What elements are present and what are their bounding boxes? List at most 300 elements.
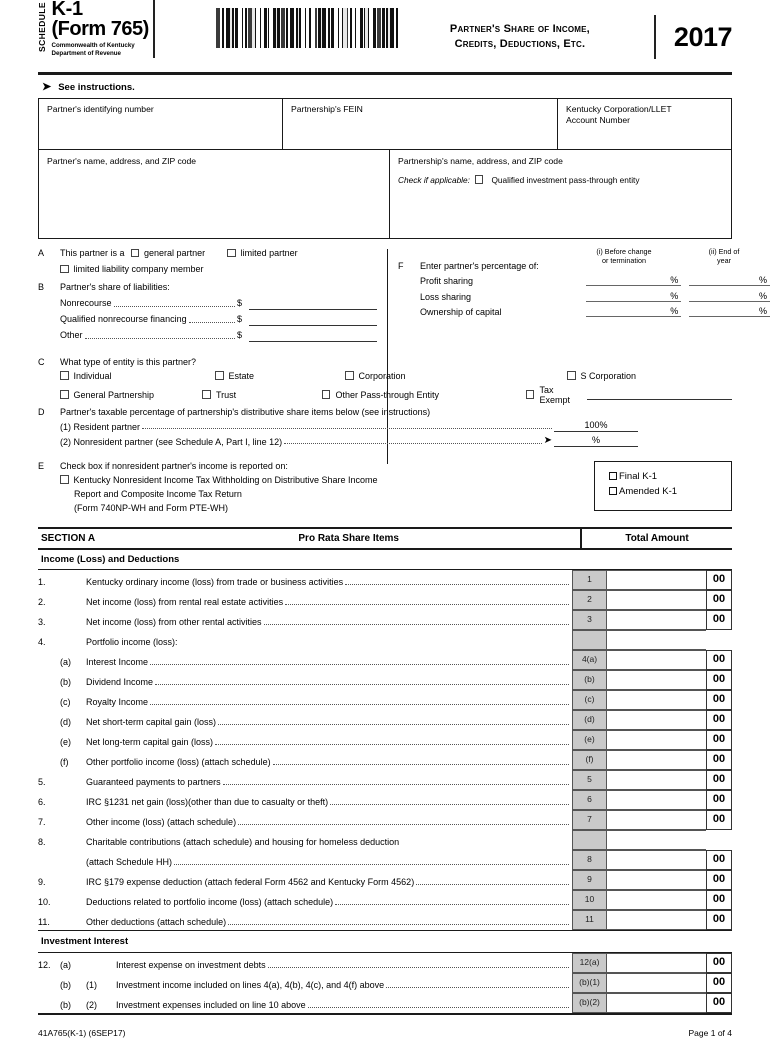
liability-row-nonrecourse	[60, 297, 377, 310]
dot-leader	[155, 677, 569, 685]
income-line-number: 6.	[38, 796, 46, 807]
partnership-fein-field[interactable]	[282, 99, 557, 149]
investment-amount-input[interactable]	[606, 953, 706, 973]
tax-exempt-input[interactable]	[587, 389, 732, 400]
partner-id-field[interactable]	[39, 99, 282, 149]
entity-option-tax-exempt[interactable]	[526, 385, 732, 405]
investment-box-number: 12(a)	[572, 953, 606, 973]
trust-label: Trust	[215, 389, 237, 400]
income-cents: 00	[706, 650, 732, 670]
table-row	[38, 730, 732, 750]
dot-leader	[285, 597, 569, 605]
table-row	[38, 790, 732, 810]
table-row	[38, 993, 732, 1013]
liability-label-2: Other	[60, 329, 83, 340]
income-amount-input[interactable]	[606, 650, 706, 670]
dot-leader	[284, 435, 541, 444]
header-form-identity	[38, 0, 180, 58]
amended-k1-row[interactable]	[609, 486, 731, 497]
see-instructions-label: See instructions.	[58, 81, 135, 93]
partner-info-block	[38, 239, 767, 527]
dot-leader	[174, 857, 569, 865]
investment-line-text: Investment income included on lines 4(a), 4(b), 4(c), and 4(f) above	[116, 979, 385, 990]
dollar-sign: $	[237, 297, 243, 308]
amount-entry-group	[572, 690, 732, 710]
form-title-line-1: Partner's Share of Income,	[449, 23, 590, 35]
dot-leader	[268, 960, 569, 968]
item-f-prompt: Enter partner's percentage of:	[420, 260, 539, 271]
check-if-applicable-label: Check if applicable:	[398, 174, 470, 185]
investment-sub-letter: (b)	[60, 979, 71, 990]
dollar-sign: $	[237, 313, 243, 324]
income-amount-input[interactable]	[606, 790, 706, 810]
income-line-text: Kentucky ordinary income (loss) from trade or business activities	[86, 576, 344, 587]
partnership-name-field[interactable]	[389, 150, 731, 238]
income-cents: 00	[706, 910, 732, 930]
form-title-block	[47, 0, 149, 58]
item-e-prompt: Check box if nonresident partner's income is reported on:	[60, 460, 288, 471]
ky-account-label-line-2: Account Number	[566, 114, 631, 125]
other-pass-through-label: Other Pass-through Entity	[335, 389, 439, 400]
income-amount-input[interactable]	[606, 730, 706, 750]
investment-cents: 00	[706, 993, 732, 1013]
income-amount-input[interactable]	[606, 810, 706, 830]
liability-input-qualified[interactable]	[249, 314, 377, 326]
income-cents: 00	[706, 810, 732, 830]
investment-box-number: (b)(2)	[572, 993, 606, 1013]
income-box-number: 11	[572, 910, 606, 930]
income-cents: 00	[706, 890, 732, 910]
income-amount-input[interactable]	[606, 830, 706, 850]
income-box-number	[572, 830, 606, 850]
schedule-label: SCHEDULE	[37, 2, 47, 52]
item-f-col2-line2: year	[717, 255, 731, 265]
liability-row-qualified	[60, 313, 377, 326]
investment-cents: 00	[706, 953, 732, 973]
amount-entry-group	[572, 730, 732, 750]
entity-option-other-pass-through[interactable]	[322, 385, 526, 405]
income-line-text: Other portfolio income (loss) (attach schedule)	[86, 756, 271, 767]
income-sub-letter	[60, 927, 86, 930]
table-row	[38, 770, 732, 790]
corporation-checkbox[interactable]	[345, 371, 354, 380]
investment-cents: 00	[706, 973, 732, 993]
loss-share-before[interactable]: %	[586, 291, 681, 302]
general-partner-checkbox[interactable]	[131, 249, 140, 258]
nonresident-partner-label: (2) Nonresident partner (see Schedule A, Part I, line 12)	[60, 436, 283, 447]
income-box-number: 7	[572, 810, 606, 830]
table-row	[38, 953, 732, 973]
investment-line-text: Investment expenses included on line 10 above	[116, 999, 306, 1010]
dot-leader	[142, 420, 552, 429]
dot-leader	[85, 330, 235, 339]
partnership-fein-label: Partnership's FEIN	[291, 103, 363, 114]
income-line-text: Other income (loss) (attach schedule)	[86, 816, 237, 827]
amount-entry-group	[572, 610, 732, 630]
income-amount-input[interactable]	[606, 590, 706, 610]
llc-member-checkbox[interactable]	[60, 265, 69, 274]
dot-leader	[189, 314, 235, 323]
item-c	[38, 357, 732, 405]
income-cents: 00	[706, 690, 732, 710]
table-row	[38, 910, 732, 930]
amount-entry-group	[572, 650, 732, 670]
percentage-label-2: Ownership of capital	[420, 307, 502, 317]
income-amount-input[interactable]	[606, 770, 706, 790]
item-d	[38, 407, 638, 447]
income-line-text: Other deductions (attach schedule)	[86, 916, 227, 927]
amount-entry-group	[572, 710, 732, 730]
amount-entry-group	[572, 790, 732, 810]
item-e-letter: E	[38, 460, 45, 471]
dot-leader	[114, 298, 235, 307]
income-box-number: 3	[572, 610, 606, 630]
income-box-number: 6	[572, 790, 606, 810]
table-row	[38, 890, 732, 910]
item-b	[38, 281, 377, 342]
table-row	[38, 750, 732, 770]
dot-leader	[215, 737, 569, 745]
resident-partner-value[interactable]: 100%	[554, 420, 638, 432]
income-sub-letter: (a)	[60, 656, 71, 667]
tax-exempt-checkbox[interactable]	[526, 390, 535, 399]
income-lines-table	[38, 570, 732, 930]
income-sub-letter: (c)	[60, 696, 71, 707]
item-b-prompt: Partner's share of liabilities:	[60, 281, 170, 292]
income-box-number: (b)	[572, 670, 606, 690]
income-loss-heading: Income (Loss) and Deductions	[38, 550, 732, 570]
amount-entry-group	[572, 870, 732, 890]
tax-exempt-label: Tax Exempt	[539, 384, 570, 405]
income-cents: 00	[706, 870, 732, 890]
income-amount-input[interactable]	[606, 690, 706, 710]
header-title-area	[400, 0, 732, 68]
income-line-text: Guaranteed payments to partners	[86, 776, 221, 787]
investment-line-number	[38, 1010, 60, 1013]
item-f-col1-header	[570, 247, 678, 265]
section-a-label: SECTION A	[41, 532, 96, 544]
table-row	[38, 850, 732, 870]
item-e-line-1: Kentucky Nonresident Income Tax Withholding on Distributive Share Income	[73, 474, 378, 485]
amount-entry-group	[572, 670, 732, 690]
income-sub-letter: (e)	[60, 736, 71, 747]
income-cents: 00	[706, 730, 732, 750]
percentage-label-0: Profit sharing	[420, 276, 474, 286]
item-f-col2-line1: (ii) End of	[708, 246, 740, 256]
liability-row-other	[60, 329, 377, 342]
income-line-number: 11.	[38, 916, 50, 927]
table-row	[38, 610, 732, 630]
income-box-number: 5	[572, 770, 606, 790]
agency-line-1: Commonwealth of Kentucky	[51, 42, 135, 49]
table-row	[38, 973, 732, 993]
income-cents: 00	[706, 670, 732, 690]
capital-share-before[interactable]: %	[586, 306, 681, 317]
page-number: Page 1 of 4	[688, 1027, 732, 1038]
item-c-prompt: What type of entity is this partner?	[60, 356, 197, 367]
table-row	[38, 630, 732, 650]
profit-share-end[interactable]: %	[689, 275, 770, 286]
entity-option-trust[interactable]	[202, 385, 321, 405]
entity-type-row-2	[38, 385, 732, 405]
entity-option-estate[interactable]	[215, 371, 345, 381]
investment-amount-input[interactable]	[606, 973, 706, 993]
income-line-number: 4.	[38, 636, 46, 647]
income-box-number: 8	[572, 850, 606, 870]
item-f-col1-line2: or termination	[602, 255, 646, 265]
form-number: (Form 765)	[51, 18, 149, 40]
form-header	[38, 0, 732, 72]
income-line-number: 3.	[38, 616, 46, 627]
qualified-pass-through-label: Qualified investment pass-through entity	[491, 174, 640, 185]
check-if-applicable-row	[398, 174, 723, 186]
taxable-pct-nonresident-row	[38, 435, 638, 447]
investment-amount-input[interactable]	[606, 993, 706, 1013]
percentage-row-loss	[398, 290, 770, 302]
income-amount-input[interactable]	[606, 710, 706, 730]
amount-entry-group	[572, 770, 732, 790]
entity-type-row-1	[38, 371, 732, 381]
individual-label: Individual	[73, 370, 112, 381]
investment-box-number: (b)(1)	[572, 973, 606, 993]
income-line-text: Net long-term capital gain (loss)	[86, 736, 214, 747]
income-line-text: Interest Income	[86, 656, 149, 667]
table-row	[38, 670, 732, 690]
income-line-text: Net income (loss) from other rental activities	[86, 616, 262, 627]
income-cents	[706, 630, 732, 650]
entity-option-general-partnership[interactable]	[60, 385, 202, 405]
k1-status-box	[594, 461, 732, 511]
income-box-number: 10	[572, 890, 606, 910]
dot-leader	[228, 917, 569, 925]
percentage-row-capital	[398, 306, 770, 318]
qualified-pass-through-checkbox[interactable]	[475, 175, 484, 184]
income-line-text: Net income (loss) from rental real estate activities	[86, 596, 284, 607]
income-amount-input[interactable]	[606, 570, 706, 590]
amended-k1-checkbox[interactable]	[609, 487, 617, 495]
dot-leader	[223, 777, 569, 785]
income-sub-letter: (b)	[60, 676, 71, 687]
nonresident-withholding-checkbox[interactable]	[60, 475, 69, 484]
loss-share-end[interactable]: %	[689, 291, 770, 302]
amount-entry-group	[572, 810, 732, 830]
general-partnership-label: General Partnership	[73, 389, 155, 400]
percentage-label-1: Loss sharing	[420, 291, 472, 302]
amount-entry-group	[572, 910, 732, 930]
arrow-right-icon: ➤	[42, 80, 52, 93]
final-k1-row[interactable]	[609, 471, 731, 482]
item-a	[38, 247, 377, 276]
income-cents: 00	[706, 790, 732, 810]
form-title	[400, 22, 640, 52]
table-row	[38, 590, 732, 610]
income-box-number	[572, 630, 606, 650]
income-cents: 00	[706, 590, 732, 610]
other-pass-through-checkbox[interactable]	[322, 390, 331, 399]
dollar-sign: $	[237, 329, 243, 340]
dot-leader	[238, 817, 569, 825]
dot-leader	[386, 980, 569, 988]
income-line-text: Portfolio income (loss):	[86, 636, 178, 647]
income-cents: 00	[706, 710, 732, 730]
dot-leader	[150, 657, 569, 665]
item-d-letter: D	[38, 406, 45, 417]
llc-member-label: limited liability company member	[73, 263, 204, 274]
section-a-header	[38, 527, 732, 550]
income-cents: 00	[706, 770, 732, 790]
item-e-line-3: (Form 740NP-WH and Form PTE-WH)	[74, 502, 229, 513]
income-cents: 00	[706, 610, 732, 630]
table-row	[38, 710, 732, 730]
table-row	[38, 690, 732, 710]
income-cents: 00	[706, 570, 732, 590]
entity-option-corporation[interactable]	[345, 371, 567, 381]
income-line-number: 7.	[38, 816, 46, 827]
income-cents	[706, 830, 732, 850]
estate-checkbox[interactable]	[215, 371, 224, 380]
liability-input-other[interactable]	[249, 330, 377, 342]
amount-entry-group	[572, 953, 732, 973]
investment-line-number: 12.	[38, 959, 51, 970]
amount-entry-group	[572, 993, 732, 1013]
form-code: K-1	[51, 0, 83, 20]
income-amount-input[interactable]	[606, 870, 706, 890]
resident-partner-label: (1) Resident partner	[60, 421, 141, 432]
item-a-prompt: This partner is a	[60, 247, 125, 258]
table-row	[38, 810, 732, 830]
income-sub-letter: (d)	[60, 716, 71, 727]
percentage-row-profit	[398, 275, 770, 287]
item-f	[398, 247, 770, 318]
trust-checkbox[interactable]	[202, 390, 211, 399]
table-row	[38, 830, 732, 850]
see-instructions	[38, 75, 732, 98]
investment-sub-number: (2)	[86, 999, 97, 1010]
estate-label: Estate	[228, 370, 255, 381]
dot-leader	[330, 797, 569, 805]
income-box-number: (d)	[572, 710, 606, 730]
form-id: 41A765(K-1) (6SEP17)	[38, 1027, 126, 1038]
income-line-text: (attach Schedule HH)	[86, 856, 173, 867]
income-box-number: (f)	[572, 750, 606, 770]
individual-checkbox[interactable]	[60, 371, 69, 380]
tax-year: 2017	[673, 21, 732, 52]
table-row	[38, 570, 732, 590]
liability-label-0: Nonrecourse	[60, 297, 112, 308]
income-line-text: Dividend Income	[86, 676, 154, 687]
form-footer	[38, 1015, 732, 1038]
income-amount-input[interactable]	[606, 850, 706, 870]
income-amount-input[interactable]	[606, 750, 706, 770]
income-line-text: IRC §1231 net gain (loss)(other than due to casualty or theft)	[86, 796, 329, 807]
item-a-letter: A	[38, 247, 45, 258]
dot-leader	[264, 617, 569, 625]
limited-partner-label: limited partner	[240, 247, 298, 258]
income-line-number: 9.	[38, 876, 46, 887]
partner-id-label: Partner's identifying number	[47, 103, 154, 114]
names-row	[38, 149, 732, 239]
capital-share-end[interactable]: %	[689, 306, 770, 317]
income-line-text: IRC §179 expense deduction (attach federal Form 4562 and Kentucky Form 4562)	[86, 876, 415, 887]
income-line-number: 8.	[38, 836, 46, 847]
amount-entry-group	[572, 570, 732, 590]
income-line-text: Deductions related to portfolio income (loss) (attach schedule)	[86, 896, 334, 907]
investment-lines-table	[38, 953, 732, 1013]
dot-leader	[308, 1000, 569, 1008]
corporation-label: Corporation	[358, 370, 406, 381]
income-box-number: (c)	[572, 690, 606, 710]
liability-input-nonrecourse[interactable]	[249, 298, 377, 310]
income-line-text: Net short-term capital gain (loss)	[86, 716, 217, 727]
taxable-pct-resident-row	[38, 420, 638, 432]
general-partnership-checkbox[interactable]	[60, 390, 69, 399]
amount-entry-group	[572, 590, 732, 610]
profit-share-before[interactable]: %	[586, 275, 681, 286]
dot-leader	[150, 697, 569, 705]
investment-sub-number: (1)	[86, 979, 97, 990]
left-column	[38, 247, 387, 342]
investment-line-text: Interest expense on investment debts	[116, 959, 266, 970]
header-divider	[153, 0, 155, 58]
partner-name-field[interactable]	[39, 150, 389, 238]
s-corporation-checkbox[interactable]	[567, 371, 576, 380]
partner-name-label: Partner's name, address, and ZIP code	[47, 155, 197, 166]
entity-option-s-corporation[interactable]	[567, 371, 732, 381]
income-box-number: 1	[572, 570, 606, 590]
investment-interest-heading: Investment Interest	[38, 930, 732, 953]
arrow-right-icon: ➤	[543, 434, 552, 446]
income-box-number: 2	[572, 590, 606, 610]
income-amount-input[interactable]	[606, 630, 706, 650]
amount-entry-group	[572, 890, 732, 910]
final-k1-checkbox[interactable]	[609, 472, 617, 480]
amount-entry-group	[572, 830, 732, 850]
dot-leader	[273, 757, 569, 765]
table-row	[38, 870, 732, 890]
general-partner-label: general partner	[144, 247, 206, 258]
partnership-name-label: Partnership's name, address, and ZIP code	[398, 155, 563, 166]
amount-entry-group	[572, 973, 732, 993]
limited-partner-checkbox[interactable]	[227, 249, 236, 258]
income-amount-input[interactable]	[606, 670, 706, 690]
nonresident-partner-value[interactable]: %	[554, 435, 638, 447]
identifying-numbers-row	[38, 98, 732, 149]
item-f-col1-line1: (i) Before change	[596, 246, 652, 256]
liability-label-1: Qualified nonrecourse financing	[60, 313, 187, 324]
income-amount-input[interactable]	[606, 910, 706, 930]
ky-account-label-line-1: Kentucky Corporation/LLET	[566, 103, 672, 114]
income-line-text: Charitable contributions (attach schedule) and housing for homeless deduction	[86, 836, 400, 847]
pro-rata-header: Pro Rata Share Items	[298, 532, 399, 544]
income-box-number: 9	[572, 870, 606, 890]
agency-line-2: Department of Revenue	[51, 50, 121, 57]
income-sub-letter: (f)	[60, 756, 69, 767]
amount-entry-group	[572, 630, 732, 650]
item-e-line-2: Report and Composite Income Tax Return	[74, 488, 242, 499]
item-d-prompt: Partner's taxable percentage of partnership's distributive share items below (see instructions)	[60, 406, 431, 417]
income-amount-input[interactable]	[606, 890, 706, 910]
s-corporation-label: S Corporation	[580, 370, 637, 381]
total-amount-header: Total Amount	[625, 532, 689, 544]
ky-account-field[interactable]	[557, 99, 731, 149]
entity-option-individual[interactable]	[60, 371, 215, 381]
item-e	[38, 461, 598, 513]
income-amount-input[interactable]	[606, 610, 706, 630]
amount-entry-group	[572, 850, 732, 870]
barcode	[216, 8, 399, 48]
income-box-number: (e)	[572, 730, 606, 750]
item-f-col2-header	[678, 247, 770, 265]
